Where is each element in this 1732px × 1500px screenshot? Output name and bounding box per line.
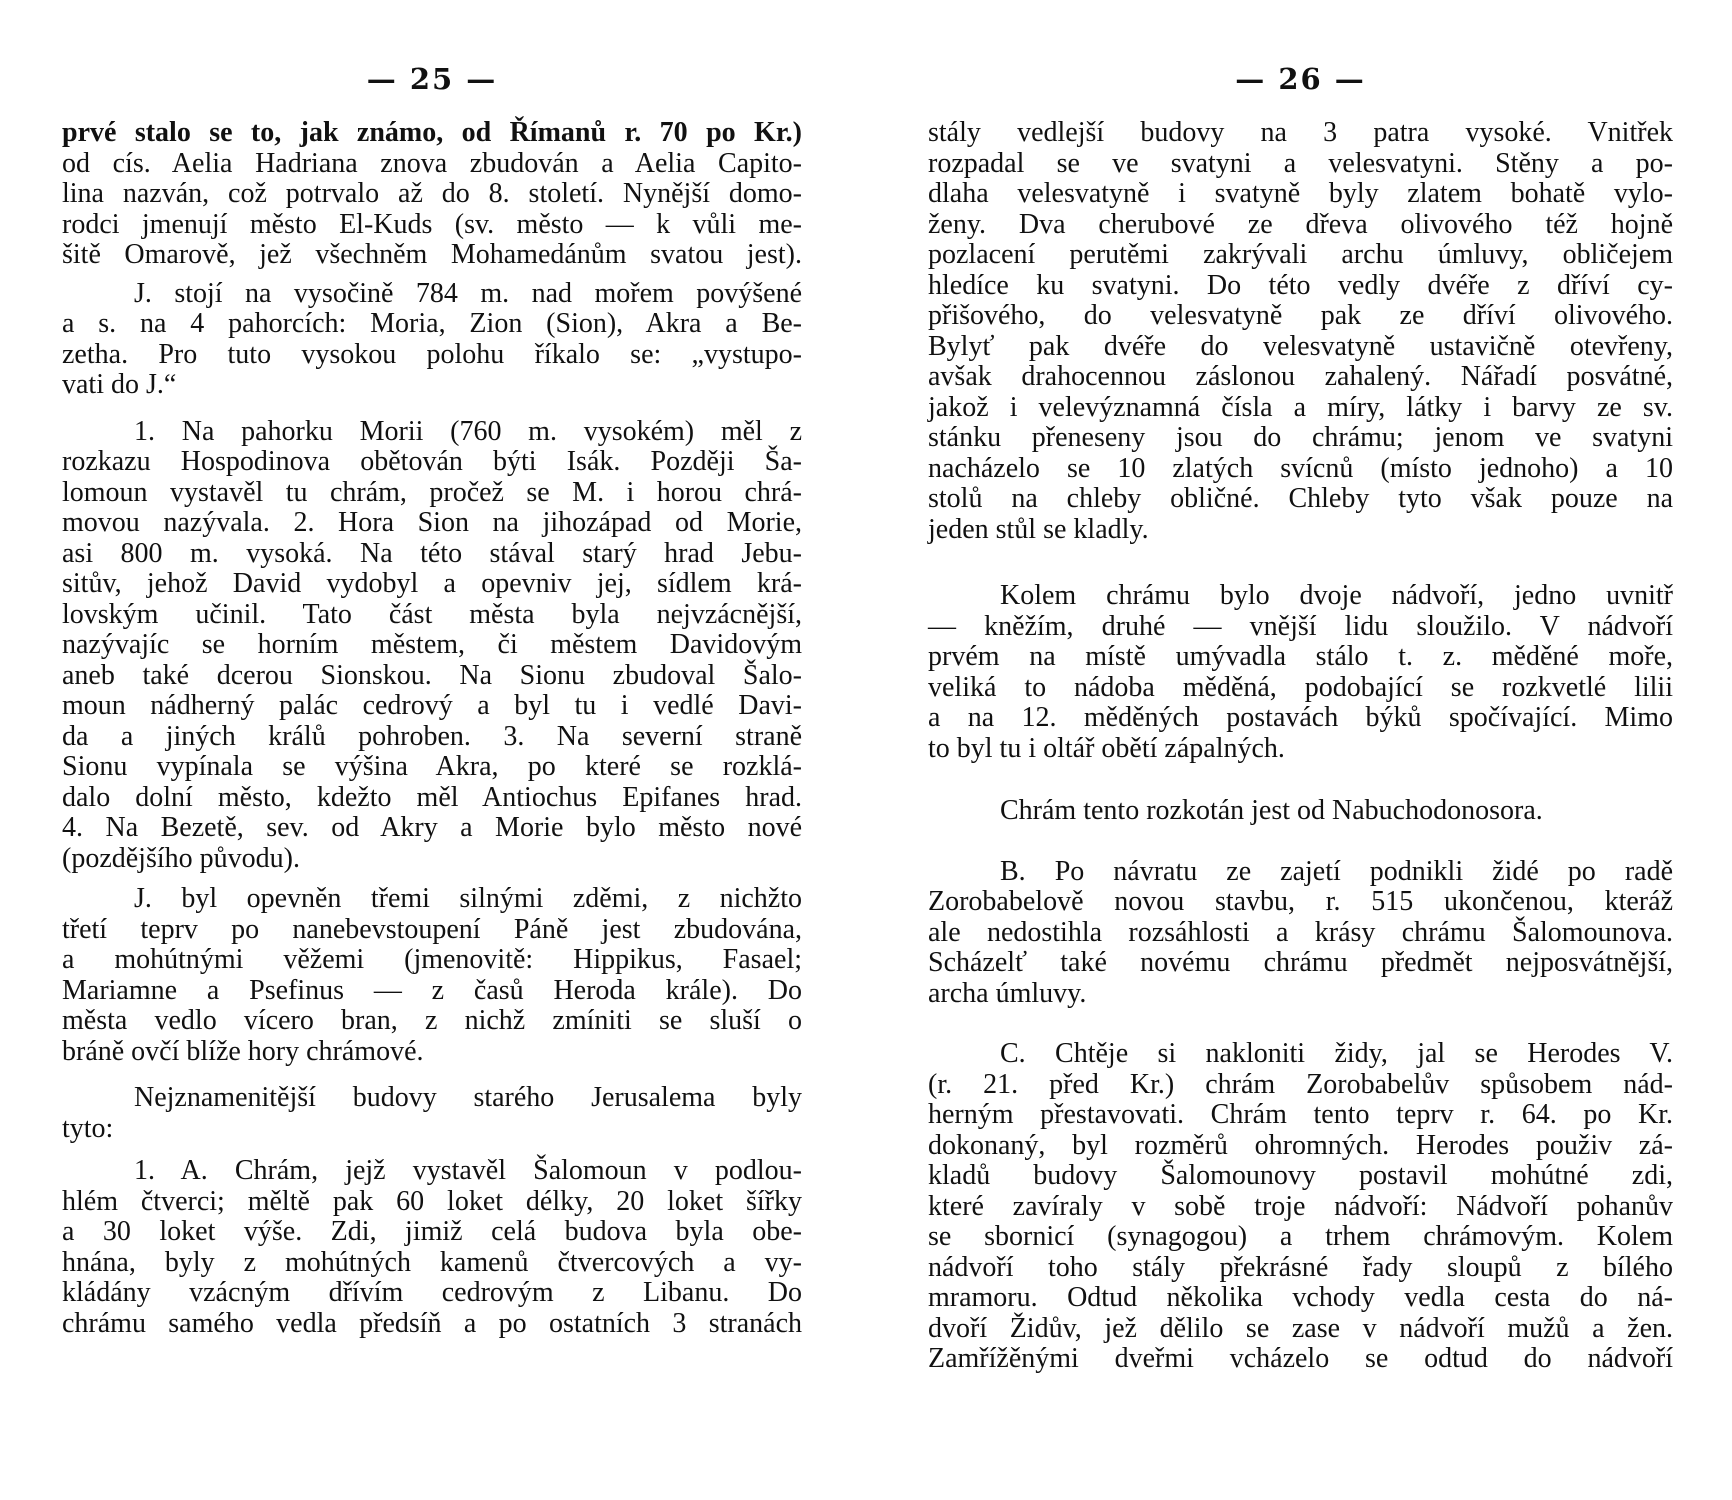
text-line: tyto: (62, 1112, 114, 1144)
text-line: prvém na místě umývadla stálo t. z. měděné moře, (928, 641, 1673, 672)
text-line: od cís. Aelia Hadriana znova zbudován a Aelia Capito- (62, 147, 802, 179)
text-line: pozlacení perutěmi zakrývali archu úmluvy, obličejem (928, 239, 1673, 270)
text-line: asi 800 m. vysoká. Na této stával starý hrad Jebu- (62, 537, 802, 569)
text-line: prvé stalo se to, jak známo, od Římanů r. 70 po Kr.) (62, 117, 802, 148)
text-line: stály vedlejší budovy na 3 patra vysoké. Vnitřek (928, 117, 1673, 148)
text-line: bráně ovčí blíže hory chrámové. (62, 1035, 424, 1067)
right-page (928, 0, 1673, 1500)
text-line: J. byl opevněn třemi silnými zděmi, z nichžto (134, 883, 802, 914)
text-line: lina nazván, což potrvalo až do 8. století. Nynější domo- (62, 178, 802, 209)
text-line: aneb také dcerou Sionskou. Na Sionu zbudoval Šalo- (62, 659, 802, 691)
text-line: kladů budovy Šalomounovy postavil mohútné zdi, (928, 1160, 1673, 1191)
text-line: (r. 21. před Kr.) chrám Zorobabelův spůsobem nád- (928, 1068, 1673, 1100)
text-line: se sbornicí (synagogou) a trhem chrámovým. Kolem (928, 1221, 1673, 1252)
text-line: nazývajíc se horním městem, či městem Davidovým (62, 629, 802, 660)
text-line: ženy. Dva cherubové ze dřeva olivového též hojně (928, 208, 1673, 240)
text-line: stolů na chleby obličné. Chleby tyto však pouze na (928, 483, 1673, 514)
text-line: veliká to nádoba měděná, podobající se rozkvetlé lilii (928, 671, 1673, 703)
text-line: movou nazývala. 2. Hora Sion na jihozápad od Morie, (62, 507, 802, 538)
text-line: sitův, jehož David vydobyl a opevniv jej, sídlem krá- (62, 568, 802, 599)
text-line: rozkazu Hospodinova obětován býti Isák. Později Ša- (62, 446, 802, 477)
text-line: a na 12. měděných postavách býků spočívající. Mimo (928, 702, 1673, 733)
text-line: třetí teprv po nanebevstoupení Páně jest zbudována, (62, 913, 802, 945)
text-line: Zorobabelově novou stavbu, r. 515 ukončenou, kteráž (928, 886, 1673, 917)
text-line: da a jiných králů pohroben. 3. Na severní straně (62, 720, 802, 752)
text-line: Zamřížěnými dveřmi vcházelo se odtud do nádvoří (928, 1343, 1673, 1374)
text-line: zetha. Pro tuto vysokou polohu říkalo se: „vystupo- (62, 338, 802, 370)
text-line: přišového, do velesvatyně pak ze dříví olivového. (928, 300, 1673, 331)
text-line: Scházelť také novému chrámu předmět nejposvátnější, (928, 947, 1673, 978)
text-line: 1. Na pahorku Morii (760 m. vysokém) měl z (134, 415, 802, 447)
text-line: moun nádherný palác cedrový a byl tu i vedlé Davi- (62, 690, 802, 721)
page-number: — 26 — (1235, 62, 1366, 96)
text-line: chrámu samého vedla předsíň a po ostatních 3 stranách (62, 1307, 802, 1339)
text-line: C. Chtěje si nakloniti židy, jal se Herodes V. (1000, 1038, 1673, 1069)
page-number: — 25 — (366, 62, 498, 96)
text-line: J. stojí na vysočině 784 m. nad mořem povýšené (134, 277, 802, 309)
text-line: lomoun vystavěl tu chrám, pročež se M. i horou chrá- (62, 476, 802, 508)
text-line: dokonaný, byl rozměrů ohromných. Herodes použiv zá- (928, 1129, 1673, 1161)
text-line: vati do J.“ (62, 369, 177, 400)
text-line: hlém čtverci; měltě pak 60 loket délky, 20 loket šířky (62, 1185, 802, 1217)
text-line: šitě Omarově, jež všechněm Mohamedánům svatou jest). (62, 239, 802, 270)
text-line: a mohútnými věžemi (jmenovitě: Hippikus, Fasael; (62, 944, 802, 975)
text-line: B. Po návratu ze zajetí podnikli židé po radě (1000, 855, 1673, 887)
left-page (62, 0, 802, 1500)
text-line: Sionu vypínala se výšina Akra, po které se rozklá- (62, 751, 802, 782)
text-line: jakož i velevýznamná čísla a míry, látky i barvy ze sv. (928, 391, 1673, 423)
text-line: města vedlo vícero bran, z nichž zmíniti se sluší o (62, 1005, 802, 1036)
text-line: 4. Na Bezetě, sev. od Akry a Morie bylo město nové (62, 812, 802, 843)
text-line: stánku přeneseny jsou do chrámu; jenom ve svatyni (928, 422, 1673, 453)
text-line: jeden stůl se kladly. (928, 513, 1149, 545)
text-line: (pozdějšího původu). (62, 842, 300, 874)
text-line: dlaha velesvatyně i svatyně byly zlatem bohatě vylo- (928, 178, 1673, 209)
text-line: rodci jmenují město El-Kuds (sv. město — k vůli me- (62, 208, 802, 240)
text-line: dalo dolní město, kdežto měl Antiochus Epifanes hrad. (62, 781, 802, 813)
text-line: hledíce ku svatyni. Do této vedly dvéře z dříví cy- (928, 269, 1673, 301)
text-line: nádvoří toho stály překrásné řady sloupů z bílého (928, 1251, 1673, 1283)
text-line: Kolem chrámu bylo dvoje nádvoří, jedno uvnitř (1000, 580, 1673, 611)
text-line: Nejznamenitější budovy starého Jerusalema byly (134, 1082, 802, 1113)
text-line: lovským učinil. Tato část města byla nejvzácnější, (62, 598, 802, 630)
left-page-text (62, 118, 802, 1339)
text-line: avšak drahocennou záslonou zahalený. Nářadí posvátné, (928, 361, 1673, 392)
text-line: to byl tu i oltář obětí zápalných. (928, 732, 1285, 764)
text-line: kládány vzácným dřívím cedrovým z Libanu. Do (62, 1277, 802, 1308)
text-line: hnána, byly z mohútných kamenů čtvercových a vy- (62, 1246, 802, 1278)
text-line: Bylyť pak dvéře do velesvatyně ustavičně otevřeny, (928, 330, 1673, 362)
text-line: Mariamne a Psefinus — z časů Heroda krále). Do (62, 974, 802, 1006)
text-line: a s. na 4 pahorcích: Moria, Zion (Sion), Akra a Be- (62, 308, 802, 339)
text-line: rozpadal se ve svatyni a velesvatyni. Stěny a po- (928, 147, 1673, 179)
text-line: které zavíraly v sobě troje nádvoří: Nádvoří pohanův (928, 1190, 1673, 1222)
text-line: dvoří Židův, jež dělilo se zase v nádvoří mužů a žen. (928, 1312, 1673, 1344)
text-line: Chrám tento rozkotán jest od Nabuchodonosora. (1000, 795, 1543, 826)
text-line: mramoru. Odtud několika vchody vedla cesta do ná- (928, 1282, 1673, 1313)
text-line: 1. A. Chrám, jejž vystavěl Šalomoun v podlou- (134, 1155, 802, 1186)
text-line: ale nedostihla rozsáhlosti a krásy chrámu Šalomounova. (928, 916, 1673, 948)
text-line: a 30 loket výše. Zdi, jimiž celá budova byla obe- (62, 1216, 802, 1247)
text-line: archa úmluvy. (928, 977, 1087, 1009)
text-line: nacházelo se 10 zlatých svícnů (místo jednoho) a 10 (928, 452, 1673, 484)
text-line: herným přestavovati. Chrám tento teprv r. 64. po Kr. (928, 1099, 1673, 1130)
text-line: — kněžím, druhé — vnější lidu sloužilo. V nádvoří (928, 610, 1673, 642)
right-page-text (928, 118, 1673, 1375)
